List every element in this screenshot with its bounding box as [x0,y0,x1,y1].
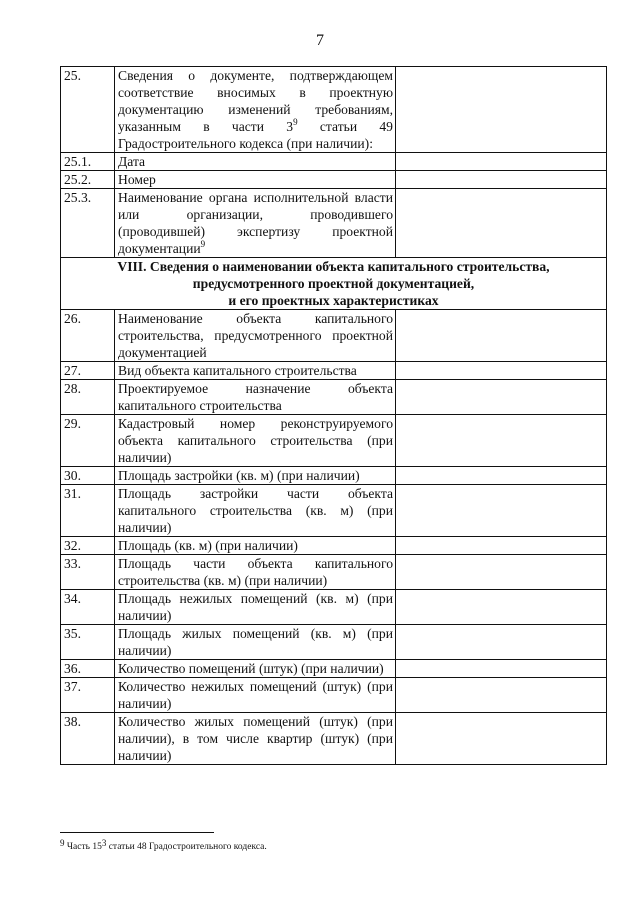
table-row [61,713,607,765]
footnote-ref: 9 [293,117,298,127]
row-description [115,171,396,189]
row-number: 37. [61,678,115,713]
row-text: Площадь жилых помещений (кв. м) (при наличии) [118,626,393,658]
row-description [115,555,396,590]
row-number: 25.3. [61,189,115,258]
row-number: 34. [61,590,115,625]
value-cell[interactable] [396,362,607,380]
table-row [61,537,607,555]
table-row [61,415,607,467]
row-number: 28. [61,380,115,415]
value-cell[interactable] [396,153,607,171]
row-description [115,660,396,678]
table-row [61,171,607,189]
table-row [61,67,607,153]
row-text: Площадь (кв. м) (при наличии) [118,538,298,553]
value-cell[interactable] [396,678,607,713]
footnote-sup: 3 [101,838,107,848]
row-description [115,153,396,171]
page-number: 7 [316,32,324,49]
row-number: 26. [61,310,115,362]
row-description [115,415,396,467]
row-description [115,485,396,537]
section-heading-line: VIII. Сведения о наименовании объекта капитального строительства, [117,259,550,274]
value-cell[interactable] [396,555,607,590]
table-row [61,189,607,258]
value-cell[interactable] [396,189,607,258]
footnote-ref: 9 [200,239,206,249]
row-number: 29. [61,415,115,467]
value-cell[interactable] [396,537,607,555]
row-number: 31. [61,485,115,537]
row-text: Площадь нежилых помещений (кв. м) (при наличии) [118,591,393,623]
row-text: Кадастровый номер реконструируемого объекта капитального строительства (при наличии) [118,416,393,465]
form-table-body [61,67,607,765]
section-heading-row [61,258,607,310]
value-cell[interactable] [396,467,607,485]
row-text: Площадь застройки (кв. м) (при наличии) [118,468,360,483]
row-text: Площадь части объекта капитального строительства (кв. м) (при наличии) [118,556,393,588]
table-row [61,678,607,713]
table-row [61,380,607,415]
row-text: Количество жилых помещений (штук) (при наличии), в том числе квартир (штук) (при наличии) [118,714,393,763]
row-text: Площадь застройки части объекта капитального строительства (кв. м) (при наличии) [118,486,393,535]
row-description [115,189,396,258]
table-row [61,485,607,537]
row-number: 27. [61,362,115,380]
row-description [115,625,396,660]
footnote-text-post: статьи 48 Градостроительного кодекса. [106,842,267,852]
row-description [115,310,396,362]
value-cell[interactable] [396,485,607,537]
row-text: Наименование объекта капитального строительства, предусмотренного проектной документацией [118,311,393,360]
row-description [115,380,396,415]
row-text: Сведения о документе, подтверждающем соответствие вносимых в проектную документацию изменений требованиям, указанным в части 3 [118,68,393,134]
row-text-tail: статьи 49 Градостроительного кодекса (при наличии): [118,119,393,151]
table-row [61,590,607,625]
value-cell[interactable] [396,310,607,362]
row-description [115,713,396,765]
row-text: Количество помещений (штук) (при наличии) [118,661,384,676]
row-number: 30. [61,467,115,485]
row-description [115,678,396,713]
section-heading [61,258,607,310]
footnote-mark: 9 [60,838,65,848]
table-row [61,660,607,678]
value-cell[interactable] [396,660,607,678]
value-cell[interactable] [396,171,607,189]
row-number: 32. [61,537,115,555]
footnote-separator [60,832,214,833]
row-description [115,537,396,555]
row-text: Проектируемое назначение объекта капитального строительства [118,381,393,413]
value-cell[interactable] [396,625,607,660]
row-number: 25.2. [61,171,115,189]
footnote-text-pre: Часть 15 [64,842,102,852]
row-description [115,467,396,485]
value-cell[interactable] [396,67,607,153]
row-text: Вид объекта капитального строительства [118,363,357,378]
row-description [115,67,396,153]
row-number: 25.1. [61,153,115,171]
row-text: Дата [118,154,146,169]
row-description [115,362,396,380]
value-cell[interactable] [396,590,607,625]
row-text: Количество нежилых помещений (штук) (при наличии) [118,679,393,711]
table-row [61,467,607,485]
row-number: 36. [61,660,115,678]
row-number: 33. [61,555,115,590]
footnote [60,838,267,852]
table-row [61,362,607,380]
value-cell[interactable] [396,380,607,415]
table-row [61,310,607,362]
form-table [60,66,607,765]
row-number: 35. [61,625,115,660]
value-cell[interactable] [396,713,607,765]
row-number: 25. [61,67,115,153]
table-row [61,625,607,660]
row-number: 38. [61,713,115,765]
value-cell[interactable] [396,415,607,467]
table-row [61,555,607,590]
section-heading-line: предусмотренного проектной документацией, [192,276,475,291]
row-description [115,590,396,625]
row-text: Номер [118,172,156,187]
section-heading-line: и его проектных характеристиках [228,293,439,308]
table-row [61,153,607,171]
row-text: Наименование органа исполнительной власти или организации, проводившего (проводившей) экспертизу проектной документации [118,190,393,256]
